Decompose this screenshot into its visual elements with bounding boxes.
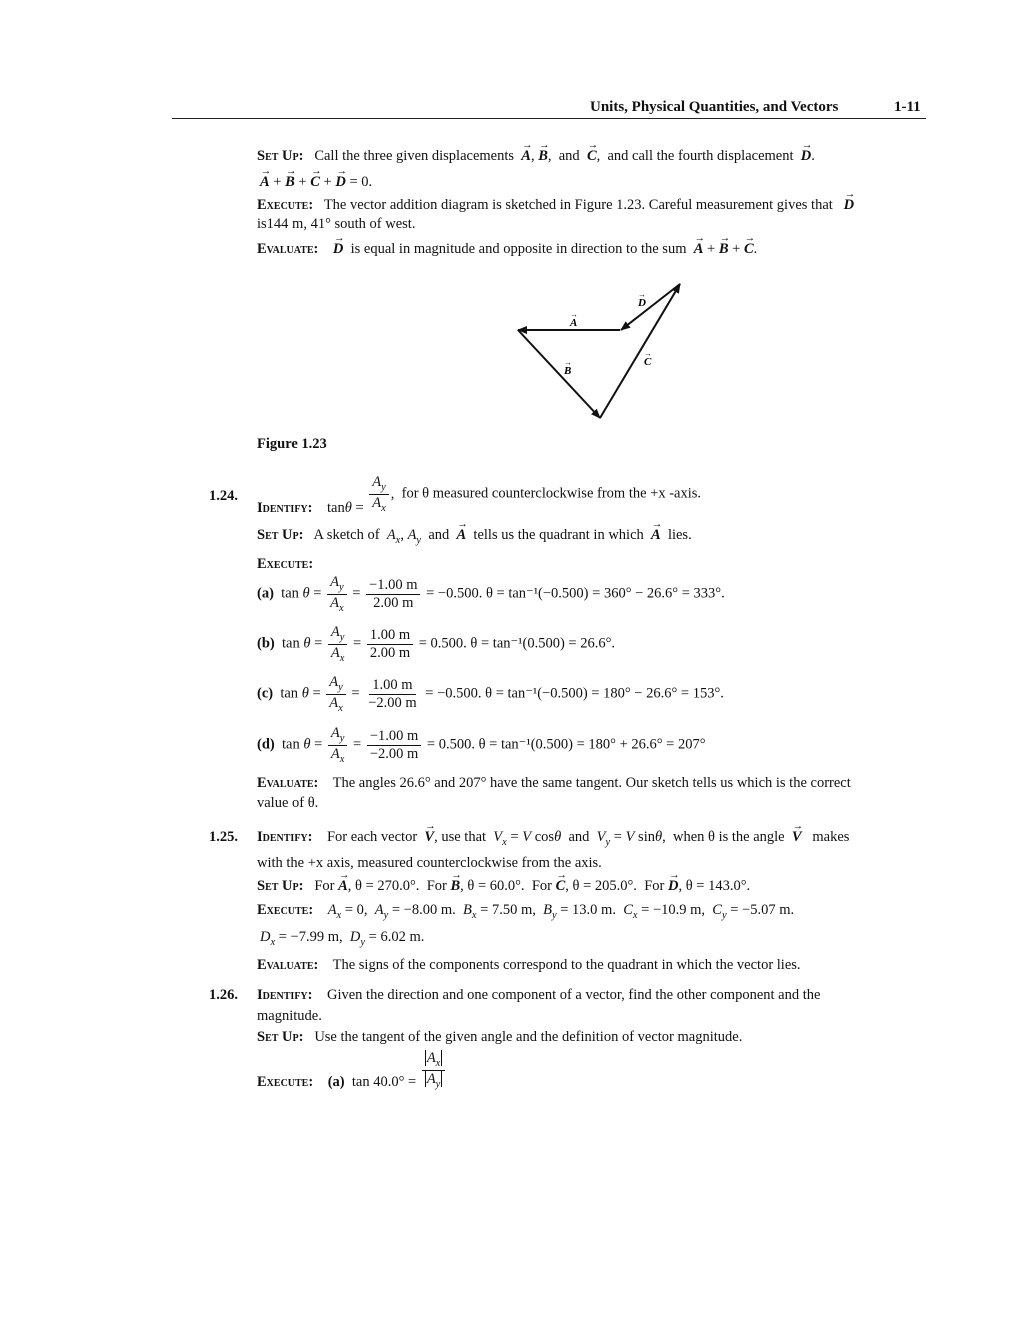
- vector-a-label: A: [570, 317, 578, 329]
- p123-execute-line: Execute: The vector addition diagram is sketched in Figure 1.23. Careful measurement gives that → D: [257, 197, 854, 214]
- p125-identify-line-2: with the +x axis, measured counterclockwise from the axis.: [257, 855, 602, 871]
- p126-setup-line: Set Up: Use the tangent of the given angle and the definition of vector magnitude.: [257, 1029, 743, 1045]
- p124-part-b: (b) tan θ = $\frac{A_y}{A_x}$ = $\frac{1.00 m}{2.00 m}$ = 0.500. θ = tan⁻¹(0.500) = 26.6°.: [257, 624, 616, 664]
- p123-setup-line: Set Up: Call the three given displacements → A, → B, and → C, and call the fourth displacement → D.: [257, 148, 815, 165]
- p123-evaluate-line: Evaluate: → D is equal in magnitude and opposite in direction to the sum → A + → B + → C.: [257, 241, 757, 258]
- vector-a-label-arrow: →: [570, 310, 578, 319]
- vector-b-label-arrow: →: [564, 358, 572, 367]
- p124-part-d: (d) tan θ = $\frac{A_y}{A_x}$ = $\frac{-1.00 m}{-2.00 m}$ = 0.500. θ = tan⁻¹(0.500) = 180° + 26.6° = 207°: [257, 725, 706, 765]
- p123-execute-line-2: is144 m, 41° south of west.: [257, 216, 416, 232]
- page-number: 1-11: [894, 99, 921, 115]
- p125-setup-line: Set Up: For → A, θ = 270.0°. For → B, θ = 60.0°. For → C, θ = 205.0°. For → D, θ = 143.0°.: [257, 878, 750, 895]
- p126-execute-line: Execute: (a) tan 40.0° = $\frac{A_x}{A_y}$: [257, 1050, 447, 1091]
- p123-vector-sum-equation: → A + → B + → C + → D = 0.: [260, 174, 372, 191]
- p125-execute-line-2: $D_x = -7.99$ m, $D_y = 6.02$ m.: [260, 929, 425, 948]
- problem-number-1-25: 1.25.: [209, 829, 238, 845]
- header-rule: [172, 118, 926, 119]
- vector-d-label-arrow: →: [638, 290, 646, 299]
- vector-c-label: C: [644, 356, 652, 368]
- p124-evaluate-line-2: value of θ.: [257, 795, 319, 811]
- p125-identify-line: Identify: For each vector → V, use that $V_x = V$ cosθ and $V_y = V$ sinθ, when θ is the angle → V makes: [257, 829, 849, 848]
- vector-d-label: D: [638, 297, 646, 309]
- p126-identify-line: Identify: Given the direction and one component of a vector, find the other component and the: [257, 987, 821, 1003]
- problem-number-1-26: 1.26.: [209, 987, 238, 1003]
- p124-part-c: (c) tan θ = $\frac{A_y}{A_x}$ = $\frac{1.00 m}{-2.00 m}$ = −0.500. θ = tan⁻¹(−0.500) = 180° − 26.6° = 153°.: [257, 674, 724, 714]
- running-header-title: Units, Physical Quantities, and Vectors: [590, 99, 839, 115]
- problem-number-1-24: 1.24.: [209, 488, 238, 504]
- p126-identify-line-2: magnitude.: [257, 1008, 322, 1024]
- vector-c-label-arrow: →: [644, 349, 652, 358]
- vector-d-arrow: [621, 284, 680, 330]
- p124-execute-label: Execute:: [257, 556, 314, 572]
- vector-addition-diagram: [505, 276, 725, 436]
- p125-execute-line: Execute: $A_x = 0$, $A_y = -8.00$ m. $B_x = 7.50$ m, $B_y = 13.0$ m. $C_x = -10.9$ m, $C_y = -5.07$ m.: [257, 902, 795, 921]
- p124-identify-line: Identify: tanθ = $\frac{A_y}{A_x}$ , for θ measured counterclockwise from the +x -axis.: [257, 474, 702, 516]
- vector-b-label: B: [564, 365, 572, 377]
- p124-part-a: (a) tan θ = $\frac{A_y}{A_x}$ = $\frac{-1.00 m}{2.00 m}$ = −0.500. θ = tan⁻¹(−0.500) = 360° − 26.6° = 333°.: [257, 574, 725, 614]
- p124-evaluate-line: Evaluate: The angles 26.6° and 207° have the same tangent. Our sketch tells us which is the correct: [257, 775, 851, 791]
- p124-setup-line: Set Up: A sketch of $A_x$, $A_y$ and → A tells us the quadrant in which → A lies.: [257, 527, 692, 546]
- p125-evaluate-line: Evaluate: The signs of the components correspond to the quadrant in which the vector lies.: [257, 957, 801, 973]
- figure-caption: Figure 1.23: [257, 436, 327, 452]
- vector-b-arrow: [518, 330, 600, 418]
